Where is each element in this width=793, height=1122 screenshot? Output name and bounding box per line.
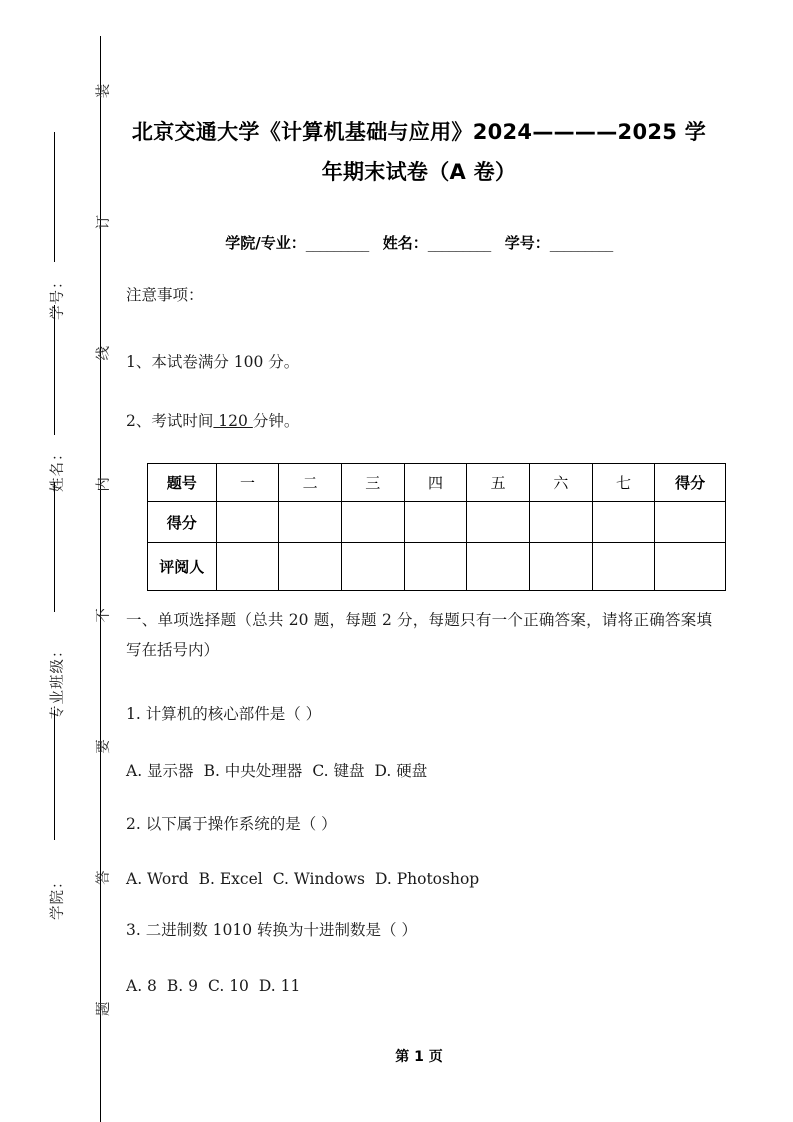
table-row-grader-label: 评阅人 [148,543,217,591]
student-id-input[interactable]: _________ [549,234,613,252]
table-row-grader [148,543,726,591]
question-3-option-d[interactable]: D. 11 [258,977,301,995]
question-3-option-b[interactable]: B. 9 [166,977,199,995]
score-cell-7[interactable] [592,502,655,543]
table-col-4: 四 [404,464,467,502]
question-1-option-c[interactable]: C. 键盘 [312,762,365,780]
score-cell-2[interactable] [279,502,342,543]
score-cell-1[interactable] [216,502,279,543]
table-row-header [148,464,726,502]
college-major-label: 学院/专业： [225,234,306,252]
table-col-3: 三 [341,464,404,502]
grader-cell-6[interactable] [529,543,592,591]
binding-field-name: 姓名： [50,445,66,492]
binding-field-name-blank[interactable] [54,305,55,435]
score-cell-5[interactable] [467,502,530,543]
table-col-total: 得分 [655,464,726,502]
content-column [126,0,726,1122]
exam-title-line-1: 北京交通大学《计算机基础与应用》2024————2025 学 [131,120,707,144]
table-row-score-label: 得分 [148,502,217,543]
binding-field-class-blank[interactable] [54,482,55,612]
binding-seal-text: 题 答 要 不 内 线 订 装 [96,27,112,1016]
page-footer: 第 1 页 [395,1049,443,1065]
note-item-1: 1、本试卷满分 100 分。 [126,353,300,371]
score-cell-3[interactable] [341,502,404,543]
exam-title-line-2: 年期末试卷（A 卷） [321,160,517,184]
question-1-stem: 1. 计算机的核心部件是（ ） [126,705,322,723]
note-item-2-prefix: 2、考试时间 [126,412,214,430]
name-label: 姓名： [382,234,428,252]
question-3-options [126,975,300,997]
section-heading-multiple-choice: 一、单项选择题（总共 20 题，每题 2 分，每题只有一个正确答案，请将正确答案填写在括号内） [126,611,712,659]
question-2-option-d[interactable]: D. Photoshop [374,870,480,888]
question-1-option-b[interactable]: B. 中央处理器 [203,762,303,780]
question-1-option-a[interactable]: A. 显示器 [126,762,194,780]
question-2-option-a[interactable]: A. Word [126,870,189,888]
table-col-5: 五 [467,464,530,502]
binding-field-student-id-blank[interactable] [54,132,55,262]
score-cell-6[interactable] [529,502,592,543]
score-cell-total[interactable] [655,502,726,543]
binding-field-student-id: 学号： [50,273,66,320]
grader-cell-7[interactable] [592,543,655,591]
table-row-score [148,502,726,543]
notes-heading: 注意事项： [126,286,204,304]
grader-cell-5[interactable] [467,543,530,591]
name-input[interactable]: _________ [427,234,491,252]
question-3-stem: 3. 二进制数 1010 转换为十进制数是（ ） [126,921,417,939]
grader-cell-1[interactable] [216,543,279,591]
question-2-options [126,868,479,890]
student-id-label: 学号： [504,234,550,252]
question-3-option-c[interactable]: C. 10 [208,977,249,995]
score-cell-4[interactable] [404,502,467,543]
grader-cell-total[interactable] [655,543,726,591]
binding-field-college: 学院： [50,873,66,920]
question-1-option-d[interactable]: D. 硬盘 [374,762,428,780]
question-3-option-a[interactable]: A. 8 [126,977,157,995]
question-2-stem: 2. 以下属于操作系统的是（ ） [126,815,337,833]
table-header-label: 题号 [148,464,217,502]
grader-cell-3[interactable] [341,543,404,591]
student-info-row [126,232,712,253]
question-2-option-c[interactable]: C. Windows [272,870,365,888]
table-col-6: 六 [529,464,592,502]
grader-cell-4[interactable] [404,543,467,591]
question-2-option-b[interactable]: B. Excel [198,870,263,888]
table-col-1: 一 [216,464,279,502]
college-major-input[interactable]: _________ [305,234,369,252]
binding-field-class: 专业班级： [50,642,66,720]
score-table [147,463,726,591]
table-col-2: 二 [279,464,342,502]
exam-duration-value[interactable]: 120 [213,412,253,430]
table-col-7: 七 [592,464,655,502]
binding-field-college-blank[interactable] [54,710,55,840]
note-item-2 [126,410,299,432]
grader-cell-2[interactable] [279,543,342,591]
note-item-2-suffix: 分钟。 [252,412,300,430]
page-title [126,112,712,192]
question-1-options [126,760,427,782]
binding-margin [0,0,120,1122]
